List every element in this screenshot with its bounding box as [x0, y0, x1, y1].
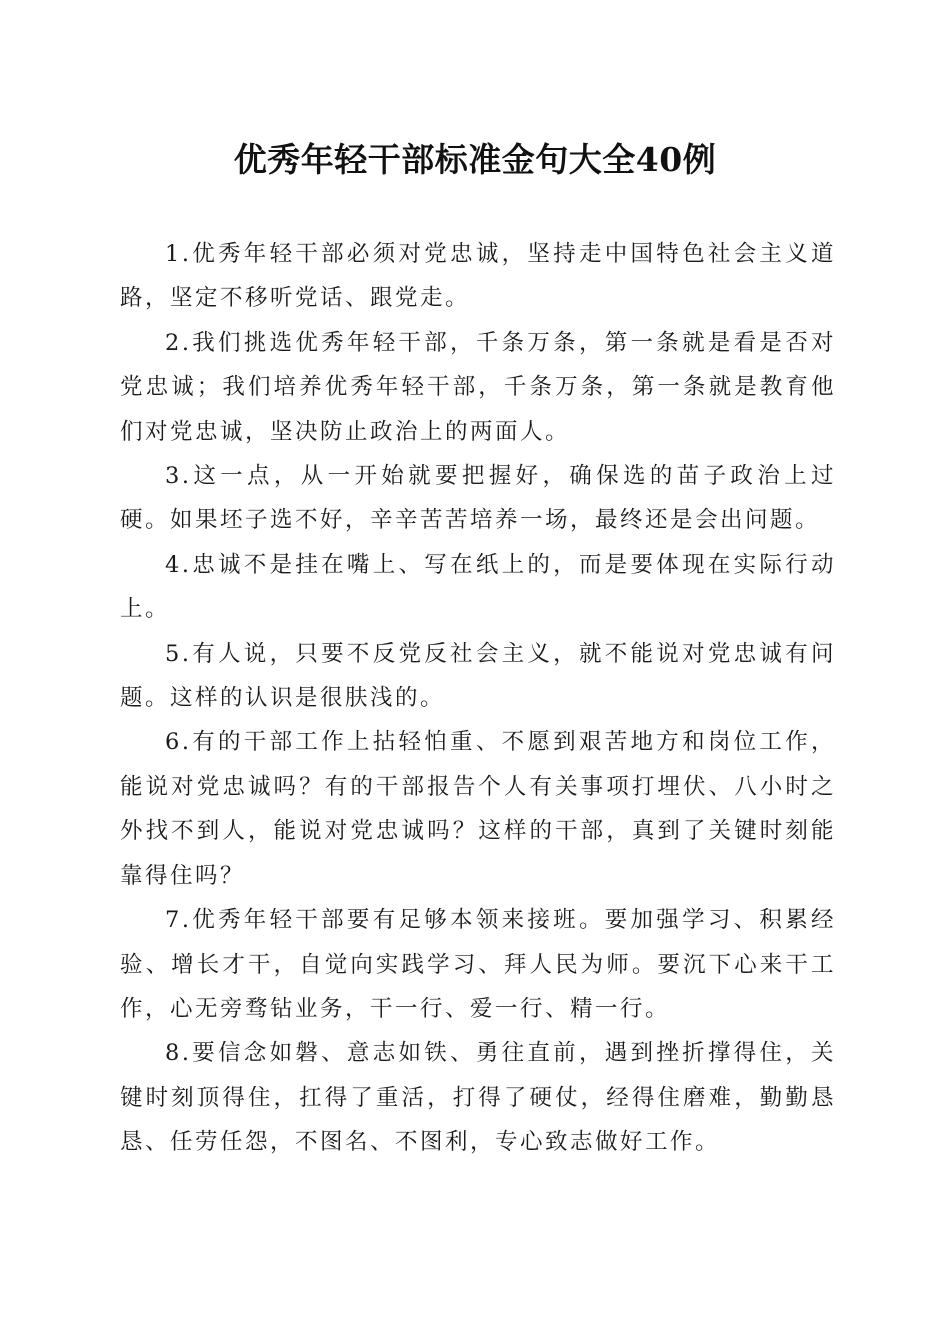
paragraph-8: 8.要信念如磐、意志如铁、勇往直前，遇到挫折撑得住，关键时刻顶得住，扛得了重活，打得了硬仗，经得住磨难，勤勤恳恳、任劳任怨，不图名、不图利，专心致志做好工作。	[120, 1040, 836, 1156]
paragraph-7: 7.优秀年轻干部要有足够本领来接班。要加强学习、积累经验、增长才干，自觉向实践学习、拜人民为师。要沉下心来干工作，心无旁骛钻业务，干一行、爱一行、精一行。	[120, 907, 836, 1022]
paragraph-4: 4.忠诚不是挂在嘴上、写在纸上的，而是要体现在实际行动上。	[120, 551, 836, 623]
document-body	[120, 232, 836, 1165]
document-title: 优秀年轻干部标准金句大全40例	[233, 140, 717, 179]
paragraph-5: 5.有人说，只要不反党反社会主义，就不能说对党忠诚有问题。这样的认识是很肤浅的。	[120, 640, 836, 712]
paragraph-6: 6.有的干部工作上拈轻怕重、不愿到艰苦地方和岗位工作，能说对党忠诚吗？有的干部报告个人有关事项打埋伏、八小时之外找不到人，能说对党忠诚吗？这样的干部，真到了关键时刻能靠得住吗？	[120, 729, 836, 889]
paragraph-1: 1.优秀年轻干部必须对党忠诚，坚持走中国特色社会主义道路，坚定不移听党话、跟党走。	[120, 241, 836, 312]
paragraph-2: 2.我们挑选优秀年轻干部，千条万条，第一条就是看是否对党忠诚；我们培养优秀年轻干部，千条万条，第一条就是教育他们对党忠诚，坚决防止政治上的两面人。	[120, 329, 836, 445]
paragraph-3: 3.这一点，从一开始就要把握好，确保选的苗子政治上过硬。如果坯子选不好，辛辛苦苦培养一场，最终还是会出问题。	[120, 463, 836, 534]
